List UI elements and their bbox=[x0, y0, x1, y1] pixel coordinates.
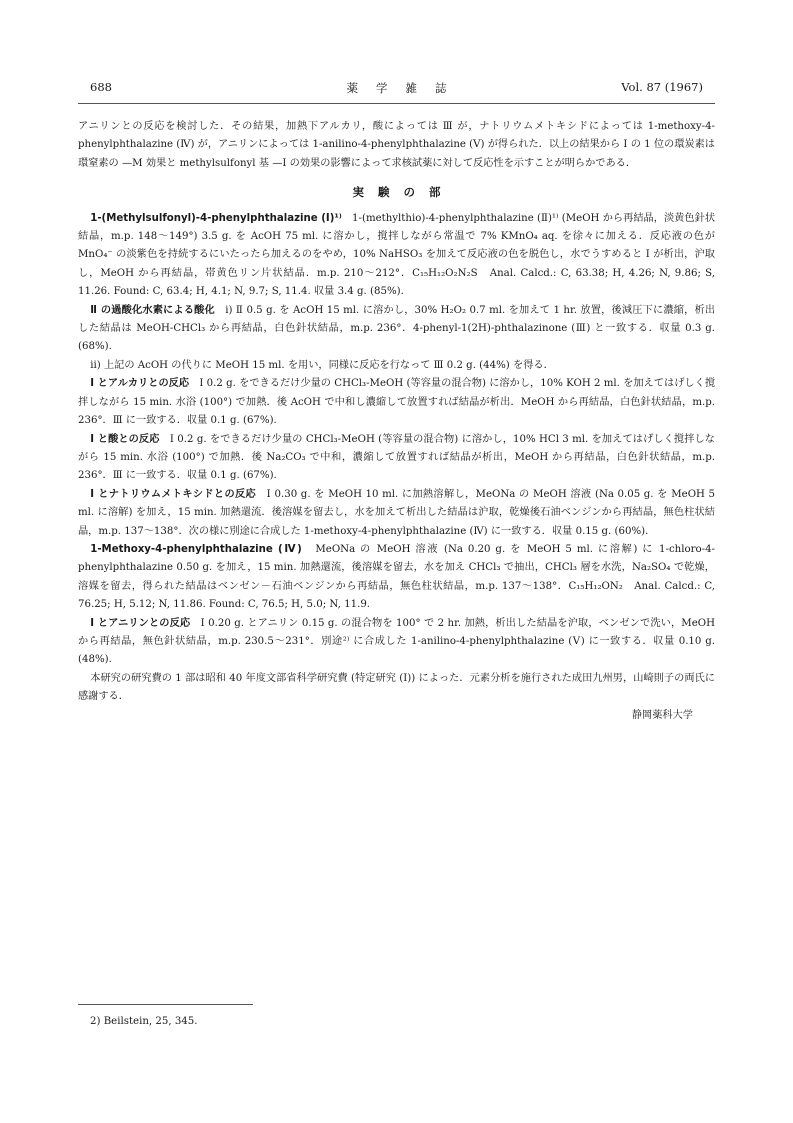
paragraph-aniline bbox=[78, 615, 715, 670]
paragraph-heading: 1-(Methylsulfonyl)-4-phenylphthalazine (Ⅰ)¹⁾ bbox=[90, 212, 342, 224]
footnote-rule bbox=[78, 1004, 253, 1005]
paragraph-text: Ⅰ 0.20 g. とアニリン 0.15 g. の混合物を 100° で 2 hr. 加熱，析出した結晶を沪取，ベンゼンで洗い，MeOH から再結晶，無色針状結晶，m.p. 230.5～231°．別途²⁾ に合成した 1-anilino-4-phenylphthalazine (Ⅴ) に一致する．収量 0.10 g. (48%). bbox=[78, 617, 715, 666]
paragraph-alkali bbox=[78, 375, 715, 430]
paragraph-heading: Ⅰ とアルカリとの反応 bbox=[90, 378, 190, 390]
paragraph-heading: Ⅱ の過酸化水素による酸化 bbox=[90, 304, 215, 316]
volume-info: Vol. 87 (1967) bbox=[621, 80, 703, 94]
page-number: 688 bbox=[90, 80, 112, 94]
intro-paragraph: アニリンとの反応を検討した．その結果，加熱下アルカリ，酸によっては Ⅲ が，ナトリウムメトキシドによっては 1-methoxy-4-phenylphthalazine (Ⅳ) が，アニリンによっては 1-anilino-4-phenylphthalazine (Ⅴ) が得られた．以上の結果から Ⅰ の 1 位の環炭素は環窒素の —M 効果と methylsulfonyl 基 —I の効果の影響によって求核試薬に対して反応性を示すことが明らかである． bbox=[78, 121, 715, 169]
page-header bbox=[90, 80, 703, 100]
paragraph-heading: Ⅰ と酸との反応 bbox=[90, 433, 160, 445]
paragraph-text: Ⅰ 0.30 g. を MeOH 10 ml. に加熱溶解し，MeONa の MeOH 溶液 (Na 0.05 g. を MeOH 5 ml. に溶解) を加え，15 min. 加熱還流．後溶媒を留去し，水を加えて析出した結晶は沪取，乾燥後石油ベンジンから再結晶，無色柱状結晶，m.p. 137～138°．次の様に別途に合成した 1-methoxy-4-phenylphthalazine (Ⅳ) に一致する．収量 0.15 g. (60%). bbox=[78, 488, 716, 537]
acknowledgement: 本研究の研究費の 1 部は昭和 40 年度文部省科学研究費 (特定研究 (Ⅰ)) によった．元素分析を施行された成田九州男，山崎則子の両氏に感謝する． bbox=[78, 672, 715, 703]
article-body bbox=[78, 118, 715, 725]
paragraph-text: Ⅰ 0.2 g. をできるだけ少量の CHCl₃-MeOH (等容量の混合物) に溶かし，10% HCl 3 ml. を加えてはげしく撹拌しながら 15 min. 水浴 (100°) で加熱．後 Na₂CO₃ で中和，濃縮して放置すれば結晶が析出，MeOH から再結晶，白色針状結晶，m.p. 236°．Ⅲ に一致する．収量 0.1 g. (67%). bbox=[78, 433, 715, 482]
paragraph-text: ii) 上記の AcOH の代りに MeOH 15 ml. を用い，同様に反応を行なって Ⅲ 0.2 g. (44%) を得る． bbox=[90, 359, 554, 371]
paragraph-oxidation-i bbox=[78, 302, 715, 357]
paragraph-compound-1 bbox=[78, 210, 715, 302]
paragraph-text: 1-(methylthio)-4-phenylphthalazine (Ⅱ)¹⁾ (MeOH から再結晶，淡黄色針状結晶，m.p. 148～149°) 3.5 g. を AcOH 75 ml. に溶かし，撹拌しながら常温で 7% KMnO₄ aq. を徐々に加える．反応液の色が MnO₄⁻ の淡紫色を持続するにいたったら加えるのをやめ，10% NaHSO₃ を加えて反応液の色を脱色し，水でうすめると Ⅰ が析出，沪取し，MeOH から再結晶，帯黄色リン片状結晶．m.p. 210～212°．C₁₅H₁₂O₂N₂S Anal. Calcd.: C, 63.38; H, 4.26; N, 9.86; S, 11.26. Found: C, 63.4; H, 4.1; N, 9.7; S, 11.4. 収量 3.4 g. (85%). bbox=[78, 212, 716, 298]
paragraph-text: Ⅰ 0.2 g. をできるだけ少量の CHCl₃-MeOH (等容量の混合物) に溶かし，10% KOH 2 ml. を加えてはげしく撹拌しながら 15 min. 水浴 (100°) で加熱．後 AcOH で中和し濃縮して放置すれば結晶が析出．MeOH から再結晶，白色針状結晶，m.p. 236°．Ⅲ に一致する．収量 0.1 g. (67%). bbox=[78, 378, 716, 427]
header-rule bbox=[78, 103, 715, 104]
section-title: 実験の部 bbox=[352, 185, 455, 200]
paragraph-heading: Ⅰ とナトリウムメトキシドとの反応 bbox=[90, 488, 257, 500]
footnote: 2) Beilstein, 25, 345. bbox=[90, 1016, 198, 1027]
paragraph-heading: 1-Methoxy-4-phenylphthalazine (Ⅳ) bbox=[90, 543, 302, 555]
paragraph-heading: Ⅰ とアニリンとの反応 bbox=[90, 617, 191, 629]
paragraph-text: i) Ⅱ 0.5 g. を AcOH 15 ml. に溶かし，30% H₂O₂ 0.7 ml. を加えて 1 hr. 放置，後減圧下に濃縮，析出した結晶は MeOH-CHCl₃ から再結晶，白色針状結晶，m.p. 236°．4-phenyl-1(2H)-phthalazinone (Ⅲ) と一致する．収量 0.3 g. (68%). bbox=[78, 304, 716, 353]
paragraph-methoxide bbox=[78, 486, 715, 541]
journal-title: 薬学雑誌 bbox=[346, 81, 465, 95]
affiliation: 静岡薬科大学 bbox=[631, 709, 693, 721]
paragraph-compound-4 bbox=[78, 541, 715, 615]
paragraph-text: MeONa の MeOH 溶液 (Na 0.20 g. を MeOH 5 ml. に溶解) に 1-chloro-4-phenylphthalazine 0.50 g. を加え，15 min. 加熱還流，後溶媒を留去，水を加え CHCl₃ で抽出，CHCl₃ 層を水洗，Na₂SO₄ で乾燥，溶媒を留去，得られた結晶はベンゼン－石油ベンジンから再結晶，無色柱状結晶，m.p. 137～138°．C₁₅H₁₂ON₂ Anal. Calcd.: C, 76.25; H, 5.12; N, 11.86. Found: C, 76.5; H, 5.0; N, 11.9. bbox=[78, 543, 715, 611]
paragraph-acid bbox=[78, 431, 715, 486]
paragraph-oxidation-ii bbox=[78, 357, 715, 375]
